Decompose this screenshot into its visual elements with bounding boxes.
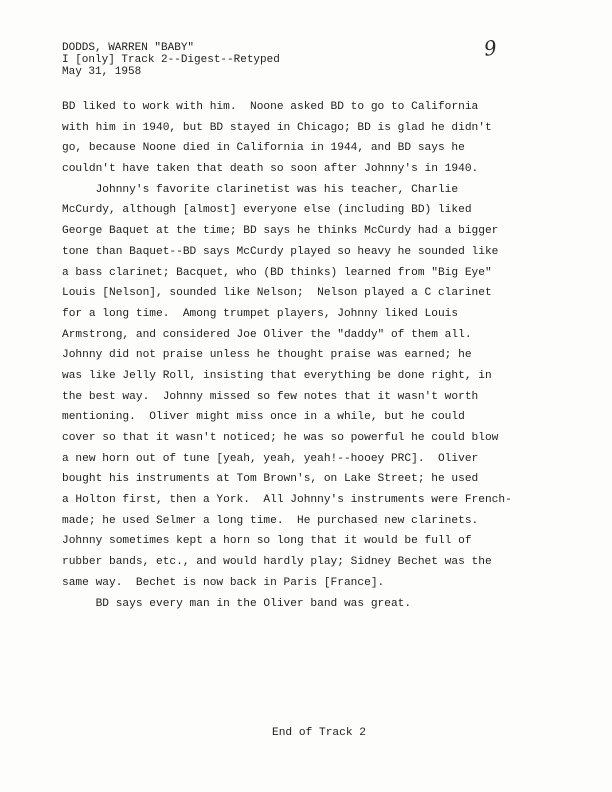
header-track: I [only] Track 2--Digest--Retyped xyxy=(62,54,280,66)
text-line: bought his instruments at Tom Brown's, on Lake Street; he used xyxy=(62,473,479,486)
text-line: go, because Noone died in California in 1944, and BD says he xyxy=(62,142,465,155)
text-line: Johnny sometimes kept a horn so long that it would be full of xyxy=(62,535,472,548)
text-line: same way. Bechet is now back in Paris [France]. xyxy=(62,576,385,589)
end-of-track-footer: End of Track 2 xyxy=(272,727,366,739)
text-line: BD liked to work with him. Noone asked BD to go to California xyxy=(62,101,479,113)
text-line: a bass clarinet; Bacquet, who (BD thinks) learned from "Big Eye" xyxy=(62,266,492,279)
text-line: McCurdy, although [almost] everyone else (including BD) liked xyxy=(62,204,472,217)
body-text xyxy=(62,97,562,614)
text-line: George Baquet at the time; BD says he thinks McCurdy had a bigger xyxy=(62,225,499,238)
header-date: May 31, 1958 xyxy=(62,66,142,78)
text-line: was like Jelly Roll, insisting that everything be done right, in xyxy=(62,369,492,382)
text-line: couldn't have taken that death so soon after Johnny's in 1940. xyxy=(62,163,479,176)
text-line: made; he used Selmer a long time. He purchased new clarinets. xyxy=(62,514,479,527)
text-line: Armstrong, and considered Joe Oliver the "daddy" of them all. xyxy=(62,328,472,341)
text-line: Louis [Nelson], sounded like Nelson; Nelson played a C clarinet xyxy=(62,287,492,300)
text-line: BD says every man in the Oliver band was great. xyxy=(62,597,412,610)
text-line: Johnny's favorite clarinetist was his teacher, Charlie xyxy=(62,183,459,196)
text-line: rubber bands, etc., and would hardly play; Sidney Bechet was the xyxy=(62,556,492,569)
header-name: DODDS, WARREN "BABY" xyxy=(62,42,195,54)
text-line: with him in 1940, but BD stayed in Chicago; BD is glad he didn't xyxy=(62,121,492,134)
text-line: Johnny did not praise unless he thought praise was earned; he xyxy=(62,349,472,362)
text-line: a new horn out of tune [yeah, yeah, yeah!--hooey PRC]. Oliver xyxy=(62,452,479,465)
text-line: for a long time. Among trumpet players, Johnny liked Louis xyxy=(62,307,459,320)
text-line: the best way. Johnny missed so few notes that it wasn't worth xyxy=(62,390,479,403)
text-line: a Holton first, then a York. All Johnny's instruments were French- xyxy=(62,494,512,507)
text-line: mentioning. Oliver might miss once in a while, but he could xyxy=(62,411,465,424)
document-header xyxy=(62,42,280,78)
text-line: tone than Baquet--BD says McCurdy played so heavy he sounded like xyxy=(62,245,499,258)
handwritten-page-number: 9 xyxy=(482,35,499,61)
text-line: cover so that it wasn't noticed; he was so powerful he could blow xyxy=(62,432,499,444)
